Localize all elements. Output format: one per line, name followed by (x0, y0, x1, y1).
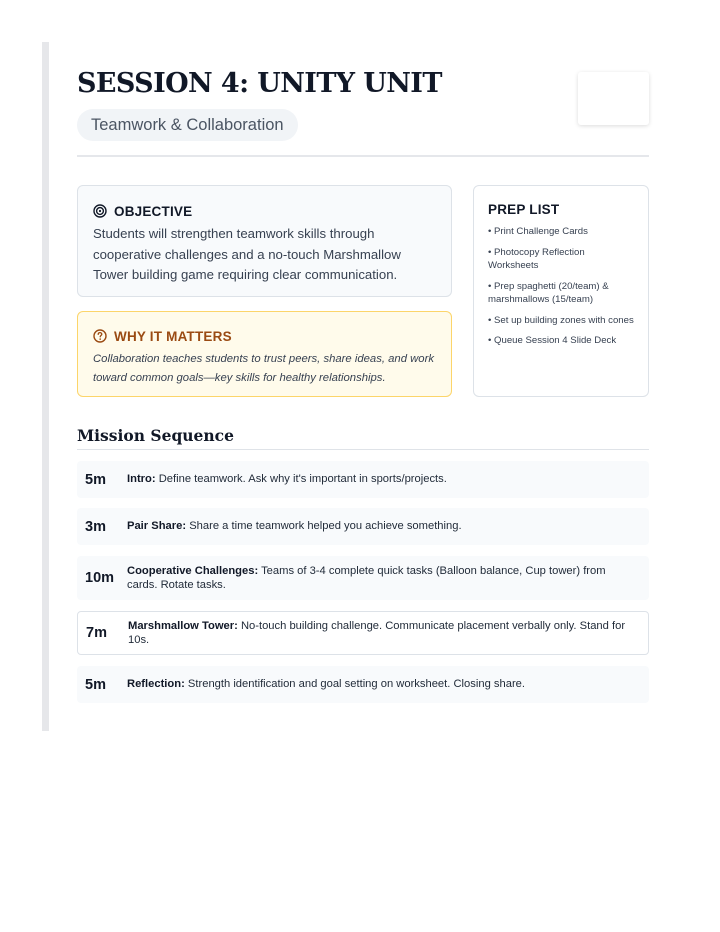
prep-list-card (473, 185, 649, 397)
step-description (128, 619, 648, 648)
sequence-step (77, 461, 649, 498)
step-detail: Define teamwork. Ask why it's important in sports/projects. (158, 473, 447, 486)
objective-heading (93, 202, 436, 220)
step-detail: No-touch building challenge. Communicate placement verbally only. Stand for 10s. (128, 619, 626, 646)
prep-list-item: • Prep spaghetti (20/team) & marshmallows (15/team) (488, 280, 609, 305)
why-it-matters-heading (93, 327, 436, 345)
step-name: Cooperative Challenges: (127, 564, 259, 577)
subtitle-pill: Teamwork & Collaboration (77, 109, 298, 141)
step-duration: 3m (85, 518, 106, 535)
logo-placeholder (578, 72, 649, 125)
target-icon (93, 204, 107, 218)
prep-list (488, 225, 636, 348)
sequence-step (77, 508, 649, 545)
sequence-step (77, 666, 649, 703)
step-name: Intro: (127, 473, 156, 486)
page-edge-bar (42, 42, 49, 731)
why-it-matters-heading-label: WHY IT MATTERS (114, 328, 232, 344)
step-description (127, 564, 649, 593)
prep-list-title: PREP LIST (488, 202, 560, 217)
step-duration: 5m (85, 471, 106, 488)
objective-card (77, 185, 452, 297)
step-duration: 10m (85, 570, 115, 586)
step-duration: 7m (86, 625, 107, 641)
step-detail: Share a time teamwork helped you achieve something. (189, 520, 462, 533)
step-detail: Teams of 3-4 complete quick tasks (Balloon balance, Cup tower) from cards. Rotate tasks. (127, 564, 606, 591)
prep-list-item: • Set up building zones with cones (488, 314, 634, 326)
session-title: SESSION 4: UNITY UNIT (77, 68, 442, 99)
step-name: Pair Share: (127, 520, 187, 533)
question-circle-icon (93, 329, 107, 343)
mission-sequence-divider (77, 449, 649, 450)
step-detail: Strength identification and goal setting on worksheet. Closing share. (187, 678, 525, 691)
sequence-step (77, 556, 649, 600)
step-name: Marshmallow Tower: (128, 619, 238, 632)
objective-heading-label: OBJECTIVE (114, 203, 193, 219)
step-name: Reflection: (127, 678, 185, 691)
sequence-step (77, 611, 649, 655)
why-it-matters-card (77, 311, 452, 397)
prep-list-item: • Queue Session 4 Slide Deck (488, 335, 617, 346)
prep-list-item: • Print Challenge Cards (488, 226, 588, 237)
step-description (127, 472, 649, 487)
header-divider (77, 155, 649, 157)
step-description (127, 677, 649, 692)
mission-sequence-title: Mission Sequence (77, 426, 234, 445)
why-it-matters-text: Collaboration teaches students to trust peers, share ideas, and work toward common goals—key skills for healthy relationships. (93, 353, 434, 384)
step-description (127, 519, 649, 534)
objective-text: Students will strengthen teamwork skills through cooperative challenges and a no-touch Marshmallow Tower building game requiring clear communication. (93, 226, 401, 282)
step-duration: 5m (85, 676, 106, 693)
prep-list-item: • Photocopy Reflection Worksheets (488, 246, 585, 271)
